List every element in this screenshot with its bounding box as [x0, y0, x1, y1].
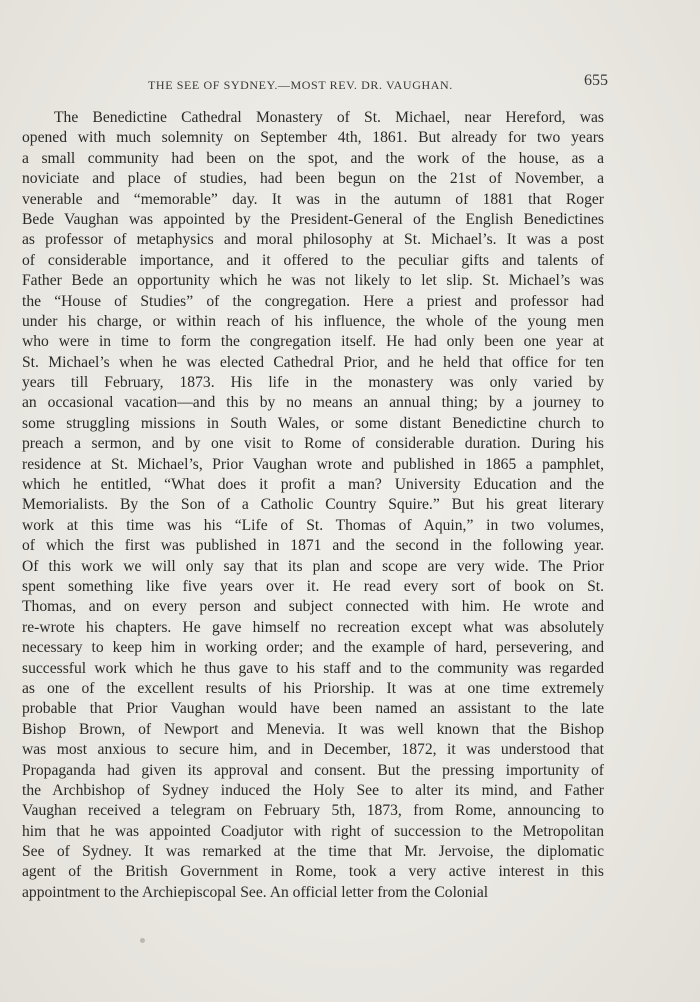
text-line: opened with much solemnity on September 4th, 1861. But already for two years — [22, 129, 604, 147]
text-line: as one of the excellent results of his Priorship. It was at one time extremely — [22, 679, 604, 697]
text-line: noviciate and place of studies, had been begun on the 21st of November, a — [22, 170, 604, 188]
text-line: The Benedictine Cathedral Monastery of St. Michael, near Hereford, was — [54, 109, 604, 126]
text-line: years till February, 1873. His life in the monastery was only varied by — [22, 374, 604, 392]
page-number: 655 — [584, 72, 608, 89]
text-line: under his charge, or within reach of his influence, the whole of the young men — [22, 312, 604, 330]
text-line: work at this time was his “Life of St. Thomas of Aquin,” in two volumes, — [22, 516, 604, 534]
body-text — [22, 108, 604, 903]
text-line: re-wrote his chapters. He gave himself no recreation except what was absolutely — [22, 618, 604, 636]
text-line: as professor of metaphysics and moral philosophy at St. Michael’s. It was a post — [22, 231, 604, 249]
text-line: See of Sydney. It was remarked at the time that Mr. Jervoise, the diplomatic — [22, 843, 604, 861]
text-line: probable that Prior Vaughan would have been named an assistant to the late — [22, 700, 604, 718]
text-line: Bede Vaughan was appointed by the President-General of the English Benedictines — [22, 210, 604, 228]
text-line: necessary to keep him in working order; and the example of hard, persevering, and — [22, 639, 604, 657]
text-line: the Archbishop of Sydney induced the Holy See to alter its mind, and Father — [22, 781, 604, 799]
text-line: St. Michael’s when he was elected Cathedral Prior, and he held that office for ten — [22, 353, 604, 371]
text-line: of which the first was published in 1871 and the second in the following year. — [22, 537, 604, 555]
text-line: spent something like five years over it. He read every sort of book on St. — [22, 577, 604, 595]
text-line: of considerable importance, and it offered to the peculiar gifts and talents of — [22, 251, 604, 269]
text-line: Father Bede an opportunity which he was not likely to let slip. St. Michael’s was — [22, 272, 604, 290]
text-line: Of this work we will only say that its plan and scope are very wide. The Prior — [22, 557, 604, 575]
text-line: which he entitled, “What does it profit a man? University Education and the — [22, 476, 604, 494]
text-line: residence at St. Michael’s, Prior Vaughan wrote and published in 1865 a pamphlet, — [22, 455, 604, 473]
text-line: an occasional vacation—and this by no means an annual thing; by a journey to — [22, 394, 604, 412]
text-line: appointment to the Archiepiscopal See. An official letter from the Colonial — [22, 883, 489, 901]
text-line: him that he was appointed Coadjutor with right of succession to the Metropolitan — [22, 822, 604, 840]
text-line: Memorialists. By the Son of a Catholic Country Squire.” But his great literary — [22, 496, 604, 514]
paper-speck — [140, 938, 145, 943]
text-line: Vaughan received a telegram on February 5th, 1873, from Rome, announcing to — [22, 802, 604, 820]
text-line: a small community had been on the spot, and the work of the house, as a — [22, 149, 604, 167]
text-line: who were in time to form the congregation itself. He had only been one year at — [22, 333, 604, 351]
text-line: venerable and “memorable” day. It was in the autumn of 1881 that Roger — [22, 190, 604, 208]
text-line: preach a sermon, and by one visit to Rome of considerable duration. During his — [22, 435, 604, 453]
text-line: the “House of Studies” of the congregation. Here a priest and professor had — [22, 292, 604, 310]
text-line: was most anxious to secure him, and in December, 1872, it was understood that — [22, 741, 604, 759]
running-head — [0, 72, 700, 92]
text-line: some struggling missions in South Wales, or some distant Benedictine church to — [22, 414, 604, 432]
text-line: agent of the British Government in Rome, took a very active interest in this — [22, 863, 604, 881]
running-title: THE SEE OF SYDNEY.—MOST REV. DR. VAUGHAN. — [148, 78, 453, 92]
text-line: Bishop Brown, of Newport and Menevia. It was well known that the Bishop — [22, 720, 604, 738]
text-line: Thomas, and on every person and subject connected with him. He wrote and — [22, 598, 604, 616]
text-line: successful work which he thus gave to his staff and to the community was regarded — [22, 659, 604, 677]
text-line: Propaganda had given its approval and consent. But the pressing importunity of — [22, 761, 604, 779]
